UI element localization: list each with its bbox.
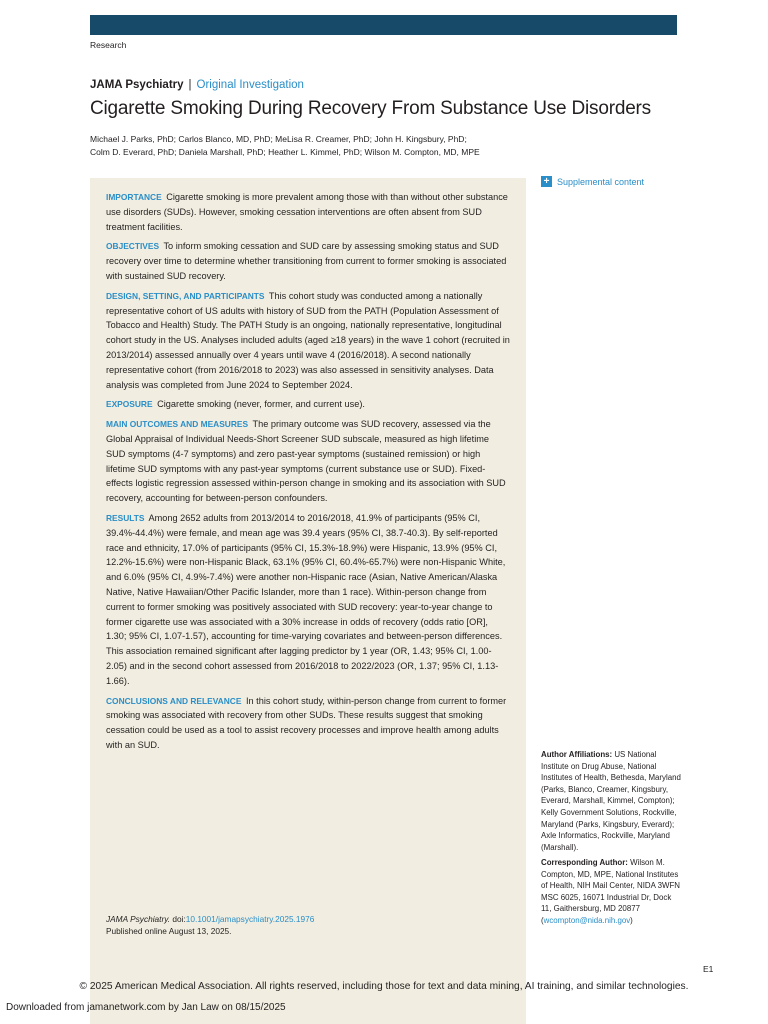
email-close-paren: ) [630, 915, 633, 925]
abstract-section-objectives [106, 239, 510, 283]
abstract-heading: RESULTS [106, 512, 145, 523]
page-number: E1 [703, 964, 714, 974]
article-type-link[interactable]: Original Investigation [196, 79, 304, 91]
abstract-text: In this cohort study, within-person change from current to former smoking was associated with recovery from other SUDs. These results suggest that smoking cessation could be used as a tool to assist recovery processes and improve health among adults with an SUD. [106, 695, 507, 750]
abstract-heading: MAIN OUTCOMES AND MEASURES [106, 419, 249, 430]
abstract-heading: OBJECTIVES [106, 241, 160, 252]
abstract-section-outcomes [106, 417, 510, 506]
supplemental-content-label: Supplemental content [557, 176, 645, 187]
abstract-section-conclusions [106, 694, 510, 753]
author-list [90, 133, 530, 158]
abstract-heading: DESIGN, SETTING, AND PARTICIPANTS [106, 290, 265, 301]
abstract-heading: EXPOSURE [106, 399, 153, 410]
corresponding-author [541, 857, 681, 927]
plus-icon: + [541, 176, 552, 187]
author-affiliations [541, 749, 681, 853]
header-bar [90, 15, 677, 35]
abstract-section-design [106, 289, 510, 393]
corresponding-text: Wilson M. Compton, MD, MPE, National Institutes of Health, NIH Mail Center, NIDA 3WFN MSC 6025, 16071 Industrial Dr, Dock 11, Gaithersburg, MD 20877 [541, 858, 681, 914]
abstract-text: This cohort study was conducted among a nationally representative cohort of US adults with history of SUD from the PATH (Population Assessment of Tobacco and Health) Study. The PATH Study is an ongoing, nationally representative, longitudinal cohort study in the US. Analyses included adults (aged ≥18 years) in the wave 1 cohort (recruited in 2013/2014) assessed annually over 4 years until wave 4 (2016/2018). A second nationally representative cohort (from 2016/2018 to 2023) was also assessed in sensitivity analyses. Data analysis was completed from June 2024 to September 2024. [106, 290, 510, 390]
abstract-heading: IMPORTANCE [106, 192, 162, 202]
citation [106, 914, 314, 937]
citation-doi-prefix: doi: [170, 914, 186, 924]
abstract-body [106, 190, 510, 758]
article-title: Cigarette Smoking During Recovery From Substance Use Disorders [90, 98, 651, 119]
email-open-paren: ( [541, 915, 544, 925]
abstract-text: Cigarette smoking (never, former, and current use). [157, 399, 365, 410]
abstract-text: Among 2652 adults from 2013/2014 to 2016/2018, 41.9% of participants (95% CI, 39.4%-44.4%) were female, and mean age was 39.4 years (95% CI, 38.7-40.3). By self-reported race and ethnicity, 17.0% of participants (95% CI, 15.3%-18.9%) were Hispanic, 13.9% (95% CI, 12.2%-15.6%) were non-Hispanic Black, 63.1% (95% CI, 60.4%-65.7%) were non-Hispanic White, and 6.0% (95% CI, 4.9%-7.4%) were another non-Hispanic race (Asian, Native American/Alaska Native, Native Hawaiian/Other Pacific Islander, more than 1 race). Within-person change from current to former smoking was positively associated with SUD recovery: year-to-year change to former cigarette use was associated with a 30% increase in odds of recovery (odds ratio [OR], 1.30; 95% CI, 1.07-1.57), accounting for time-varying covariates and between-person differences. This association remained significant after lagging predictor by 1 year (OR, 1.43; 95% CI, 1.00-2.05) and in the second cohort assessed from 2016/2018 to 2022/2023 (OR, 1.37; 95% CI, 1.13-1.66). [106, 512, 506, 686]
citation-journal: JAMA Psychiatry. [106, 914, 171, 924]
copyright-notice: © 2025 American Medical Association. All rights reserved, including those for text and data mining, AI training, and similar technologies. [79, 981, 689, 992]
section-label: Research [90, 40, 127, 50]
journal-separator: | [188, 79, 192, 91]
email-link[interactable]: wcompton@nida.nih.gov [543, 915, 631, 925]
published-date: Published online August 13, 2025. [106, 925, 232, 936]
supplemental-content-link[interactable] [541, 176, 644, 187]
abstract-heading: CONCLUSIONS AND RELEVANCE [106, 695, 242, 706]
abstract-section-importance [106, 190, 510, 234]
abstract-section-results [106, 511, 510, 689]
authors-line: Michael J. Parks, PhD; Carlos Blanco, MD, PhD; MeLisa R. Creamer, PhD; John H. Kingsbury, PhD; [90, 134, 467, 144]
authors-line: Colm D. Everard, PhD; Daniela Marshall, PhD; Heather L. Kimmel, PhD; Wilson M. Compton, MD, MPE [90, 146, 480, 157]
doi-link[interactable]: 10.1001/jamapsychiatry.2025.1976 [185, 914, 315, 924]
abstract-text: The primary outcome was SUD recovery, assessed via the Global Appraisal of Individual Needs-Short Screener SUD subscale, measured as high lifetime SUD symptoms (4-7 symptoms) and zero past-year symptoms (sustained remission) or high lifetime SUD symptoms with any past-year symptoms (current substance use or SUD). Fixed-effects logistic regression assessed within-person change in smoking and its association with SUD recovery, accounting for between-person confounders. [106, 419, 506, 504]
abstract-text: Cigarette smoking is more prevalent among those with than without other substance use disorders (SUDs). However, smoking cessation interventions are often absent from SUD treatment facilities. [106, 192, 508, 232]
corresponding-label: Corresponding Author: [541, 858, 628, 867]
abstract-panel [90, 178, 526, 1024]
abstract-section-exposure [106, 397, 510, 412]
abstract-text: To inform smoking cessation and SUD care by assessing smoking status and SUD recovery over time to determine whether transitioning from current to former smoking is associated with sustained SUD recovery. [106, 241, 507, 281]
citation-line [106, 914, 314, 926]
download-note: Downloaded from jamanetwork.com by Jan Law on 08/15/2025 [6, 1002, 286, 1013]
affiliations-label: Author Affiliations: [541, 750, 613, 759]
journal-line [90, 79, 304, 91]
affiliations-text: US National Institute on Drug Abuse, National Institutes of Health, Bethesda, Maryland (Parks, Blanco, Creamer, Kingsbury, Everard, Marshall, Kimmel, Compton); Kelly Government Solutions, Rockville, Maryland (Parks, Kingsbury, Everard); Axle Informatics, Rockville, Maryland (Marshall). [541, 750, 681, 852]
journal-name: JAMA Psychiatry [90, 79, 184, 91]
